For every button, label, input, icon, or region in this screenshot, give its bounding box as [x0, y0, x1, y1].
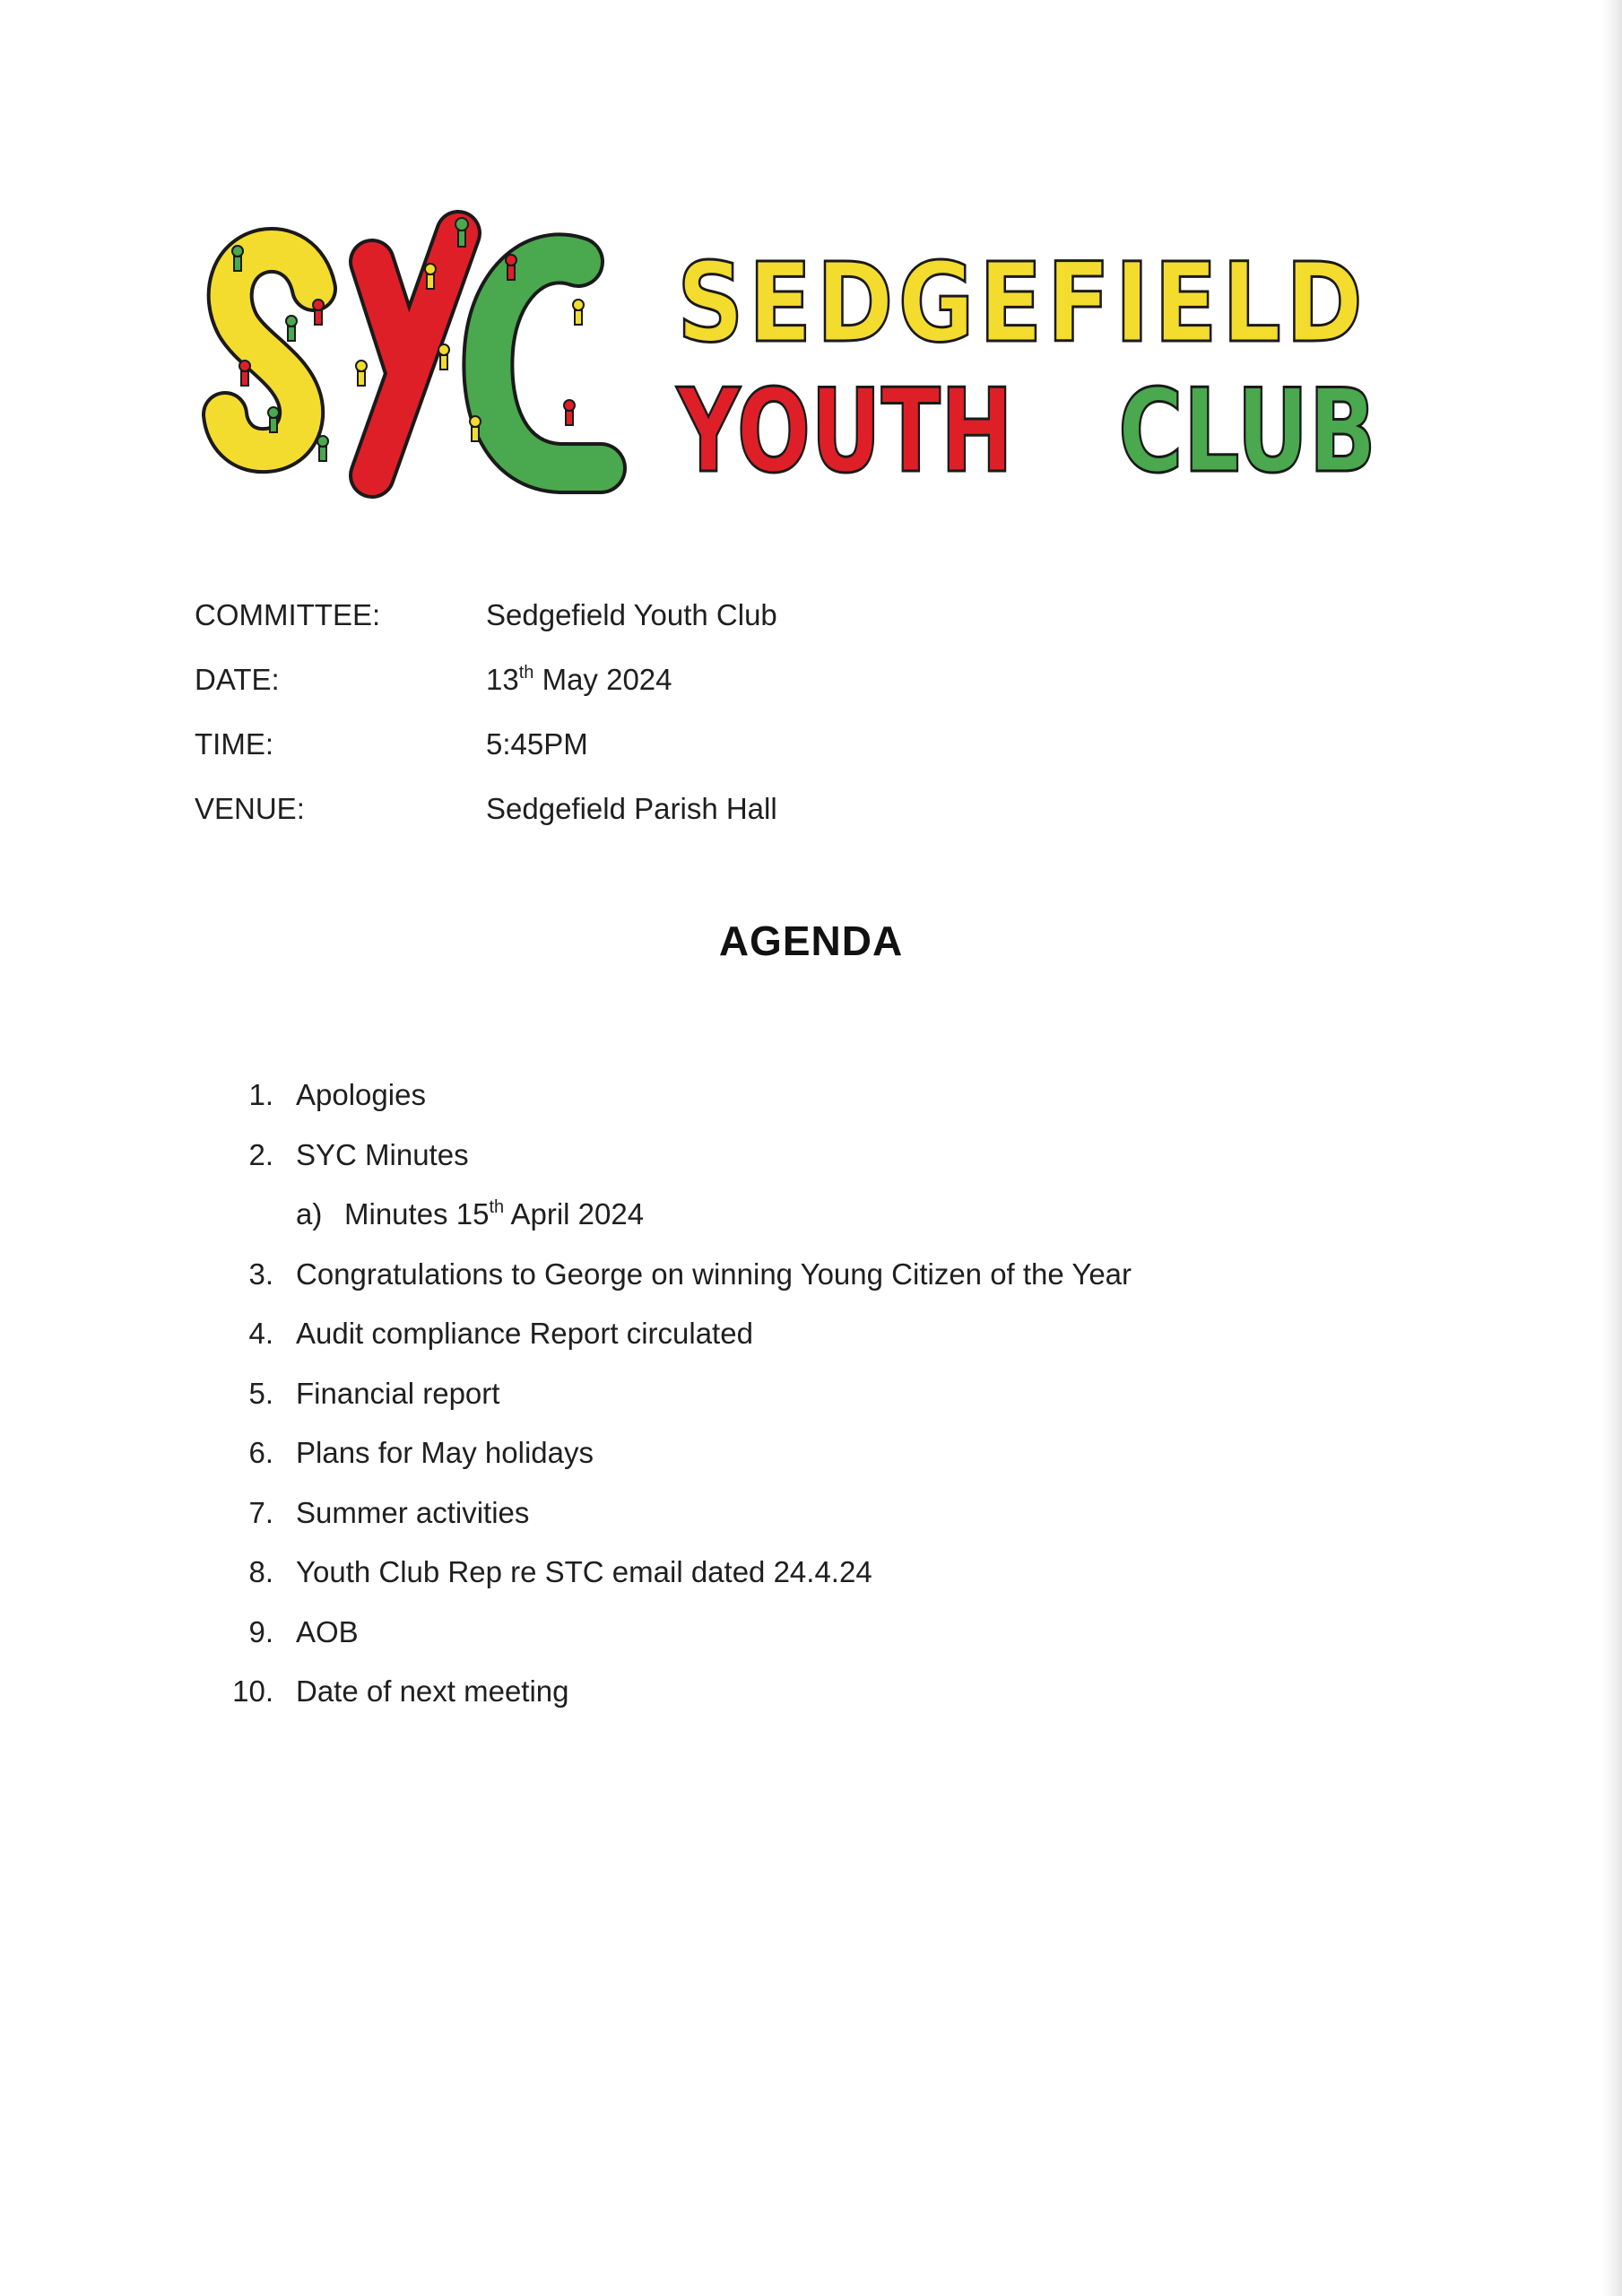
date-suffix: th	[518, 663, 534, 683]
detail-label: VENUE:	[195, 792, 305, 825]
agenda-item-number: 4.	[248, 1317, 273, 1350]
logo-line2-club: CLUB	[1118, 365, 1376, 499]
agenda-item-text: Summer activities	[296, 1495, 530, 1529]
subitem-text-post: April 2024	[504, 1197, 645, 1231]
logo-line2-youth: YOUTH	[675, 365, 1013, 499]
agenda-item	[0, 1132, 1435, 1192]
detail-label: DATE:	[195, 663, 280, 696]
detail-row-date	[195, 657, 1181, 721]
agenda-item-text: Apologies	[296, 1078, 426, 1111]
agenda-item-number: 3.	[248, 1257, 273, 1291]
agenda-subitem-text	[344, 1191, 644, 1238]
detail-value: Sedgefield Youth Club	[486, 598, 777, 631]
detail-label: TIME:	[195, 727, 273, 761]
agenda-item	[0, 1668, 1435, 1728]
agenda-item-text: Youth Club Rep re STC email dated 24.4.24	[296, 1555, 872, 1588]
agenda-item-text: Date of next meeting	[296, 1674, 569, 1708]
agenda-list	[0, 1072, 1435, 1728]
detail-row-venue	[195, 786, 1181, 850]
agenda-subitem-mark: a)	[296, 1197, 323, 1231]
agenda-item-text: Plans for May holidays	[296, 1436, 594, 1469]
agenda-item	[0, 1490, 1435, 1550]
agenda-item-text: Audit compliance Report circulated	[296, 1317, 753, 1350]
agenda-item-number: 7.	[248, 1495, 273, 1529]
agenda-subitem	[0, 1191, 1435, 1251]
detail-row-committee	[195, 592, 1181, 657]
detail-value	[486, 657, 672, 703]
agenda-item-number: 10.	[232, 1674, 273, 1708]
agenda-item	[0, 1251, 1435, 1311]
agenda-item-text: Congratulations to George on winning Young Citizen of the Year	[296, 1257, 1132, 1291]
meeting-details	[195, 592, 1181, 850]
agenda-item	[0, 1072, 1435, 1132]
agenda-item	[0, 1609, 1435, 1669]
date-rest: May 2024	[533, 663, 672, 696]
detail-label: COMMITTEE:	[195, 598, 381, 631]
agenda-item-number: 2.	[248, 1137, 273, 1171]
agenda-item-number: 5.	[248, 1376, 273, 1410]
page-edge	[1602, 0, 1622, 2296]
agenda-item-number: 9.	[248, 1614, 273, 1648]
agenda-item	[0, 1430, 1435, 1490]
subitem-suffix: th	[489, 1197, 505, 1217]
agenda-item	[0, 1549, 1435, 1609]
logo-line1: SEDGEFIELD	[677, 239, 1367, 367]
agenda-item	[0, 1370, 1435, 1431]
detail-row-time	[195, 721, 1181, 786]
agenda-item	[0, 1310, 1435, 1370]
detail-value: 5:45PM	[486, 727, 588, 761]
agenda-item-text: Financial report	[296, 1376, 500, 1410]
logo-c-letter	[488, 258, 601, 468]
agenda-item-text: SYC Minutes	[296, 1137, 469, 1171]
agenda-heading: AGENDA	[718, 918, 904, 964]
detail-value: Sedgefield Parish Hall	[486, 792, 777, 825]
agenda-item-number: 6.	[248, 1436, 273, 1469]
syc-logo	[202, 206, 1403, 502]
agenda-item-number: 1.	[248, 1078, 273, 1111]
agenda-item-number: 8.	[248, 1555, 273, 1588]
subitem-text-pre: Minutes 15	[344, 1197, 490, 1231]
date-day: 13	[486, 663, 519, 696]
agenda-item-text: AOB	[296, 1614, 359, 1648]
